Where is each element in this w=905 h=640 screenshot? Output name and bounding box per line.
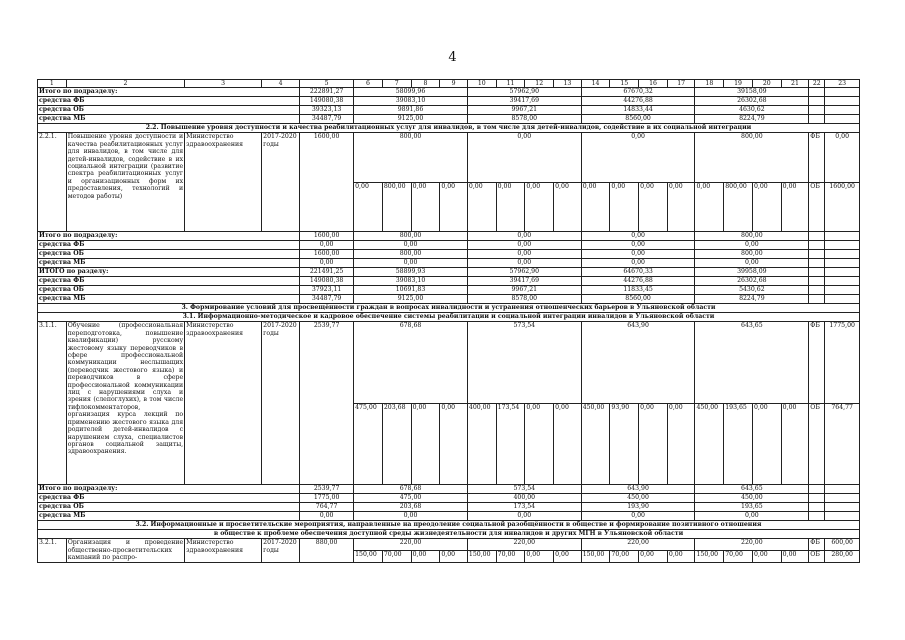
table-cell: 0,00 xyxy=(581,133,695,183)
table-cell: средства МБ xyxy=(38,295,300,304)
table-cell: 0,00 xyxy=(781,403,809,485)
table-cell: 1600,00 xyxy=(300,232,354,241)
table-cell: 1775,00 xyxy=(300,494,354,503)
table-cell: средства МБ xyxy=(38,115,300,124)
table-cell: ОБ xyxy=(809,551,825,563)
table-cell: средства МБ xyxy=(38,259,300,268)
table-cell xyxy=(825,115,860,124)
summary-row xyxy=(38,295,860,304)
section-title xyxy=(38,304,860,313)
table-cell xyxy=(825,97,860,106)
table-cell: 800,00 xyxy=(354,232,468,241)
table-cell: 220,00 xyxy=(467,539,581,551)
table-cell: Министерство здравоохранения xyxy=(185,322,262,485)
table-cell xyxy=(809,512,825,521)
table-cell: 678,68 xyxy=(354,322,468,404)
table-cell xyxy=(825,250,860,259)
table-cell: 0,00 xyxy=(695,241,809,250)
table-cell xyxy=(809,241,825,250)
table-cell: 800,00 xyxy=(382,182,411,232)
table-cell: 39158,09 xyxy=(695,88,809,97)
table-cell: 39417,69 xyxy=(467,97,581,106)
summary-row xyxy=(38,512,860,521)
table-cell: 0,00 xyxy=(467,259,581,268)
summary-row xyxy=(38,97,860,106)
summary-row xyxy=(38,250,860,259)
table-cell: 150,00 xyxy=(695,551,724,563)
summary-row xyxy=(38,232,860,241)
table-cell: 450,00 xyxy=(581,494,695,503)
table-cell xyxy=(809,106,825,115)
table-cell: 8560,00 xyxy=(581,295,695,304)
table-cell: 21 xyxy=(781,80,809,88)
table-cell: средства ОБ xyxy=(38,250,300,259)
table-cell: 643,90 xyxy=(581,322,695,404)
summary-row xyxy=(38,88,860,97)
table-cell: 34487,79 xyxy=(300,295,354,304)
table-cell xyxy=(809,97,825,106)
table-cell: 0,00 xyxy=(300,512,354,521)
table-cell xyxy=(809,494,825,503)
table-cell xyxy=(809,485,825,494)
table-cell xyxy=(809,88,825,97)
table-cell: 150,00 xyxy=(581,551,610,563)
table-cell: 150,00 xyxy=(467,551,496,563)
table-cell: 1600,00 xyxy=(300,250,354,259)
table-cell: 3 xyxy=(185,80,262,88)
table-cell: 70,00 xyxy=(382,551,411,563)
table-cell: 149080,38 xyxy=(300,97,354,106)
table-cell: 1600,00 xyxy=(300,133,354,232)
table-cell: 9 xyxy=(440,80,468,88)
table-cell: 221491,25 xyxy=(300,268,354,277)
table-cell: 58899,93 xyxy=(354,268,468,277)
table-cell: средства МБ xyxy=(38,512,300,521)
table-cell: 0,00 xyxy=(300,259,354,268)
table-cell: средства ФБ xyxy=(38,241,300,250)
table-cell: 0,00 xyxy=(554,551,582,563)
table-cell: 0,00 xyxy=(695,259,809,268)
table-cell xyxy=(809,277,825,286)
table-cell: 0,00 xyxy=(752,551,781,563)
table-cell: 64670,33 xyxy=(581,268,695,277)
table-cell: 150,00 xyxy=(354,551,383,563)
table-cell: 14 xyxy=(581,80,610,88)
table-cell: 67670,32 xyxy=(581,88,695,97)
program-row xyxy=(38,322,860,404)
table-cell: 0,00 xyxy=(411,182,440,232)
table-cell: 58099,96 xyxy=(354,88,468,97)
table-cell: 44276,88 xyxy=(581,97,695,106)
table-cell: ИТОГО по разделу: xyxy=(38,268,300,277)
table-cell: 643,90 xyxy=(581,485,695,494)
table-cell: Обучение (профессиональная переподготовка, повышение квалификации) русскому жестовому языку переводчиков в сфере профессиональной коммуникации неслышащих (переводчик жестового языка) и переводчиков в сфере профессиональной коммуникации лиц с нарушениями слуха и зрения (слепоглухих), в том числе тифлокомментаторов, организация курса лекций по применению жестового языка для родителей детей-инвалидов с нарушением слуха, специалистов органов социальной защиты, здравоохранения. xyxy=(66,322,184,485)
table-cell: 8224,79 xyxy=(695,115,809,124)
table-cell: Итого по подразделу: xyxy=(38,88,300,97)
table-cell: 0,00 xyxy=(581,259,695,268)
table-cell xyxy=(825,286,860,295)
table-cell: 2017-2020 годы xyxy=(262,322,300,485)
summary-row xyxy=(38,277,860,286)
table-cell xyxy=(809,503,825,512)
summary-row xyxy=(38,106,860,115)
table-cell: 450,00 xyxy=(695,403,724,485)
table-cell: 0,00 xyxy=(525,551,554,563)
table-cell: 2 xyxy=(66,80,184,88)
table-cell xyxy=(809,259,825,268)
table-cell: 34487,79 xyxy=(300,115,354,124)
table-cell: 3.2.1. xyxy=(38,539,67,562)
section-title xyxy=(38,530,860,539)
table-cell: 57962,90 xyxy=(467,88,581,97)
table-cell xyxy=(825,512,860,521)
table-cell: 0,00 xyxy=(554,182,582,232)
table-cell: 0,00 xyxy=(639,403,668,485)
table-cell: 8224,79 xyxy=(695,295,809,304)
table-cell xyxy=(825,106,860,115)
table-cell: 26302,68 xyxy=(695,277,809,286)
table-cell: 9967,21 xyxy=(467,286,581,295)
table-cell xyxy=(825,241,860,250)
table-cell: 8 xyxy=(411,80,440,88)
table-cell: ФБ xyxy=(809,322,825,404)
table-cell: 14833,44 xyxy=(581,106,695,115)
table-cell: 39417,69 xyxy=(467,277,581,286)
table-cell: 0,00 xyxy=(411,403,440,485)
table-cell: 2017-2020 годы xyxy=(262,133,300,232)
table-cell: 643,65 xyxy=(695,485,809,494)
table-cell: 0,00 xyxy=(467,241,581,250)
table-cell: 1775,00 xyxy=(825,322,860,404)
table-cell: 220,00 xyxy=(581,539,695,551)
table-cell: 1600,00 xyxy=(825,182,860,232)
table-cell: 39958,09 xyxy=(695,268,809,277)
table-cell: 19 xyxy=(724,80,753,88)
summary-row xyxy=(38,494,860,503)
summary-row xyxy=(38,485,860,494)
table-cell: 70,00 xyxy=(610,551,639,563)
table-cell: 800,00 xyxy=(695,133,809,183)
table-cell: 4 xyxy=(262,80,300,88)
table-cell xyxy=(809,232,825,241)
table-cell: 800,00 xyxy=(354,133,468,183)
table-cell: 800,00 xyxy=(695,250,809,259)
table-cell: 2.2. Повышение уровня доступности и качества реабилитационных услуг для инвалидов, в том числе для детей-инвалидов, содействие в их социальной интеграции xyxy=(38,124,860,133)
table-cell: 573,54 xyxy=(467,322,581,404)
table-cell: 10 xyxy=(467,80,496,88)
table-cell: 7 xyxy=(382,80,411,88)
table-cell: 0,00 xyxy=(667,551,695,563)
table-cell: 0,00 xyxy=(467,182,496,232)
table-cell: 800,00 xyxy=(354,250,468,259)
table-cell: 0,00 xyxy=(496,182,525,232)
table-cell: 11833,45 xyxy=(581,286,695,295)
summary-row xyxy=(38,286,860,295)
table-cell: ФБ xyxy=(809,539,825,551)
table-cell xyxy=(825,295,860,304)
table-cell: 39083,10 xyxy=(354,277,468,286)
table-cell: 475,00 xyxy=(354,403,383,485)
table-cell xyxy=(825,494,860,503)
table-cell: 475,00 xyxy=(354,494,468,503)
summary-row xyxy=(38,268,860,277)
table-cell: 8560,00 xyxy=(581,115,695,124)
table-cell: 2539,77 xyxy=(300,322,354,485)
section-title xyxy=(38,124,860,133)
section-title xyxy=(38,521,860,530)
table-cell xyxy=(809,115,825,124)
table-cell: 450,00 xyxy=(695,494,809,503)
table-cell: 3.2. Информационные и просветительские мероприятия, направленные на преодоление социальной разобщённости в обществе и формирование позитивного отношения xyxy=(38,521,860,530)
table-cell: ОБ xyxy=(809,403,825,485)
table-cell: 44276,88 xyxy=(581,277,695,286)
table-cell: 57962,90 xyxy=(467,268,581,277)
table-cell: 39083,10 xyxy=(354,97,468,106)
table-cell: 0,00 xyxy=(440,551,468,563)
table-cell: 9125,00 xyxy=(354,115,468,124)
table-cell: 0,00 xyxy=(610,182,639,232)
table-cell: 0,00 xyxy=(752,403,781,485)
program-row xyxy=(38,133,860,183)
table-cell: 0,00 xyxy=(695,512,809,521)
table-cell: 0,00 xyxy=(467,133,581,183)
table-cell: 0,00 xyxy=(525,182,554,232)
program-table xyxy=(37,79,860,563)
table-cell: Повышение уровня доступности и качества реабилитационных услуг для инвалидов, в том числе для детей-инвалидов, содействие в их социальной интеграции (развитие спектра реабилитационных услуг и организационных форм их предоставления, технологий и методов работы) xyxy=(66,133,184,232)
table-cell: Министерство здравоохранения xyxy=(185,539,262,562)
table-cell: 70,00 xyxy=(496,551,525,563)
table-cell: ФБ xyxy=(809,133,825,183)
summary-row xyxy=(38,259,860,268)
table-cell: 26302,68 xyxy=(695,97,809,106)
table-cell: 0,00 xyxy=(554,403,582,485)
table-cell: 39323,13 xyxy=(300,106,354,115)
table-cell: 0,00 xyxy=(581,241,695,250)
table-cell: 18 xyxy=(695,80,724,88)
table-cell: 764,77 xyxy=(300,503,354,512)
table-cell: 0,00 xyxy=(440,182,468,232)
table-cell: Министерство здравоохранения xyxy=(185,133,262,232)
table-cell: 800,00 xyxy=(695,232,809,241)
table-cell: 5430,62 xyxy=(695,286,809,295)
table-cell: 70,00 xyxy=(724,551,753,563)
table-cell xyxy=(809,250,825,259)
table-cell: 203,68 xyxy=(382,403,411,485)
table-cell xyxy=(809,268,825,277)
table-cell: Итого по подразделу: xyxy=(38,232,300,241)
table-cell: 0,00 xyxy=(467,512,581,521)
table-cell: 173,54 xyxy=(467,503,581,512)
table-cell: 2017-2020 годы xyxy=(262,539,300,562)
program-row xyxy=(38,539,860,551)
table-cell: 0,00 xyxy=(467,232,581,241)
table-cell: 8578,00 xyxy=(467,295,581,304)
table-cell: 400,00 xyxy=(467,403,496,485)
table-cell: 764,77 xyxy=(825,403,860,485)
table-cell: 678,68 xyxy=(354,485,468,494)
table-cell: 93,90 xyxy=(610,403,639,485)
table-cell: 2539,77 xyxy=(300,485,354,494)
table-cell: 22 xyxy=(809,80,825,88)
table-cell: 0,00 xyxy=(581,512,695,521)
table-cell: средства ФБ xyxy=(38,277,300,286)
table-cell: 400,00 xyxy=(467,494,581,503)
table-cell: 193,65 xyxy=(724,403,753,485)
table-cell: 3. Формирование условий для просвещённости граждан в вопросах инвалидности и устранения отношенческих барьеров в Ульяновской области xyxy=(38,304,860,313)
table-cell: 450,00 xyxy=(581,403,610,485)
table-cell xyxy=(809,295,825,304)
table-cell: средства ОБ xyxy=(38,286,300,295)
table-cell: 3.1.1. xyxy=(38,322,67,485)
table-cell xyxy=(825,268,860,277)
table-cell xyxy=(825,88,860,97)
table-cell: 0,00 xyxy=(825,133,860,183)
table-cell: средства ФБ xyxy=(38,97,300,106)
table-cell: 0,00 xyxy=(581,250,695,259)
table-cell: 149080,38 xyxy=(300,277,354,286)
table-cell: 0,00 xyxy=(781,551,809,563)
table-cell: 220,00 xyxy=(354,539,468,551)
table-cell: 23 xyxy=(825,80,860,88)
table-cell: Организация и проведение общественно-просветительских кампаний по распро- xyxy=(67,539,184,562)
table-cell: средства ФБ xyxy=(38,494,300,503)
table-cell xyxy=(825,485,860,494)
table-cell: 0,00 xyxy=(752,182,781,232)
section-title xyxy=(38,313,860,322)
summary-row xyxy=(38,503,860,512)
table-cell: 1 xyxy=(38,80,67,88)
table-cell: 0,00 xyxy=(300,241,354,250)
table-cell: 0,00 xyxy=(354,241,468,250)
table-cell: 0,00 xyxy=(781,182,809,232)
table-cell: 0,00 xyxy=(667,403,695,485)
table-cell: 0,00 xyxy=(639,551,668,563)
table-cell: 15 xyxy=(610,80,639,88)
table-cell: средства ОБ xyxy=(38,106,300,115)
table-cell: 173,54 xyxy=(496,403,525,485)
table-cell: Итого по подразделу: xyxy=(38,485,300,494)
table-cell: 17 xyxy=(667,80,695,88)
table-cell xyxy=(809,286,825,295)
table-cell: 12 xyxy=(525,80,554,88)
table-cell: 600,00 xyxy=(825,539,860,551)
table-cell: 280,00 xyxy=(825,551,860,563)
table-cell xyxy=(825,503,860,512)
table-cell: 0,00 xyxy=(354,259,468,268)
table-cell: 3.1. Информационно-методическое и кадровое обеспечение системы реабилитации и социальной интеграции инвалидов в Ульяновской области xyxy=(38,313,860,322)
table-cell: 800,00 xyxy=(724,182,753,232)
table-cell: 0,00 xyxy=(525,403,554,485)
table-cell: 4630,62 xyxy=(695,106,809,115)
table-cell: в обществе к проблеме обеспечения доступной среды жизнедеятельности для инвалидов и других МГН в Ульяновской области xyxy=(38,530,860,539)
table-cell: 0,00 xyxy=(354,182,383,232)
table-cell: 37923,11 xyxy=(300,286,354,295)
table-cell xyxy=(825,259,860,268)
table-cell: 193,90 xyxy=(581,503,695,512)
table-cell: 0,00 xyxy=(411,551,440,563)
table-cell: 0,00 xyxy=(667,182,695,232)
table-cell: 9967,21 xyxy=(467,106,581,115)
table-cell: 222891,27 xyxy=(300,88,354,97)
table-cell: 9891,86 xyxy=(354,106,468,115)
table-cell: 13 xyxy=(554,80,582,88)
table-cell: 0,00 xyxy=(695,182,724,232)
column-number-row xyxy=(38,80,860,88)
table-cell: средства ОБ xyxy=(38,503,300,512)
table-cell: 5 xyxy=(300,80,354,88)
table-cell: 0,00 xyxy=(354,512,468,521)
table-cell: 6 xyxy=(354,80,383,88)
table-cell: 10691,83 xyxy=(354,286,468,295)
table-cell: 0,00 xyxy=(581,232,695,241)
table-cell: 9125,00 xyxy=(354,295,468,304)
table-cell: ОБ xyxy=(809,182,825,232)
table-cell: 203,68 xyxy=(354,503,468,512)
table-cell: 0,00 xyxy=(467,250,581,259)
table-cell: 0,00 xyxy=(639,182,668,232)
table-cell: 2.2.1. xyxy=(38,133,67,232)
table-cell: 880,00 xyxy=(300,539,354,562)
summary-row xyxy=(38,241,860,250)
table-cell xyxy=(825,277,860,286)
summary-row xyxy=(38,115,860,124)
table-cell: 0,00 xyxy=(440,403,468,485)
table-cell: 20 xyxy=(752,80,781,88)
table-cell xyxy=(825,232,860,241)
table-cell: 16 xyxy=(639,80,668,88)
table-cell: 573,54 xyxy=(467,485,581,494)
table-cell: 8578,00 xyxy=(467,115,581,124)
table-cell: 11 xyxy=(496,80,525,88)
table-cell: 220,00 xyxy=(695,539,809,551)
table-cell: 0,00 xyxy=(581,182,610,232)
page-number: 4 xyxy=(448,50,457,65)
table-cell: 193,65 xyxy=(695,503,809,512)
table-cell: 643,65 xyxy=(695,322,809,404)
